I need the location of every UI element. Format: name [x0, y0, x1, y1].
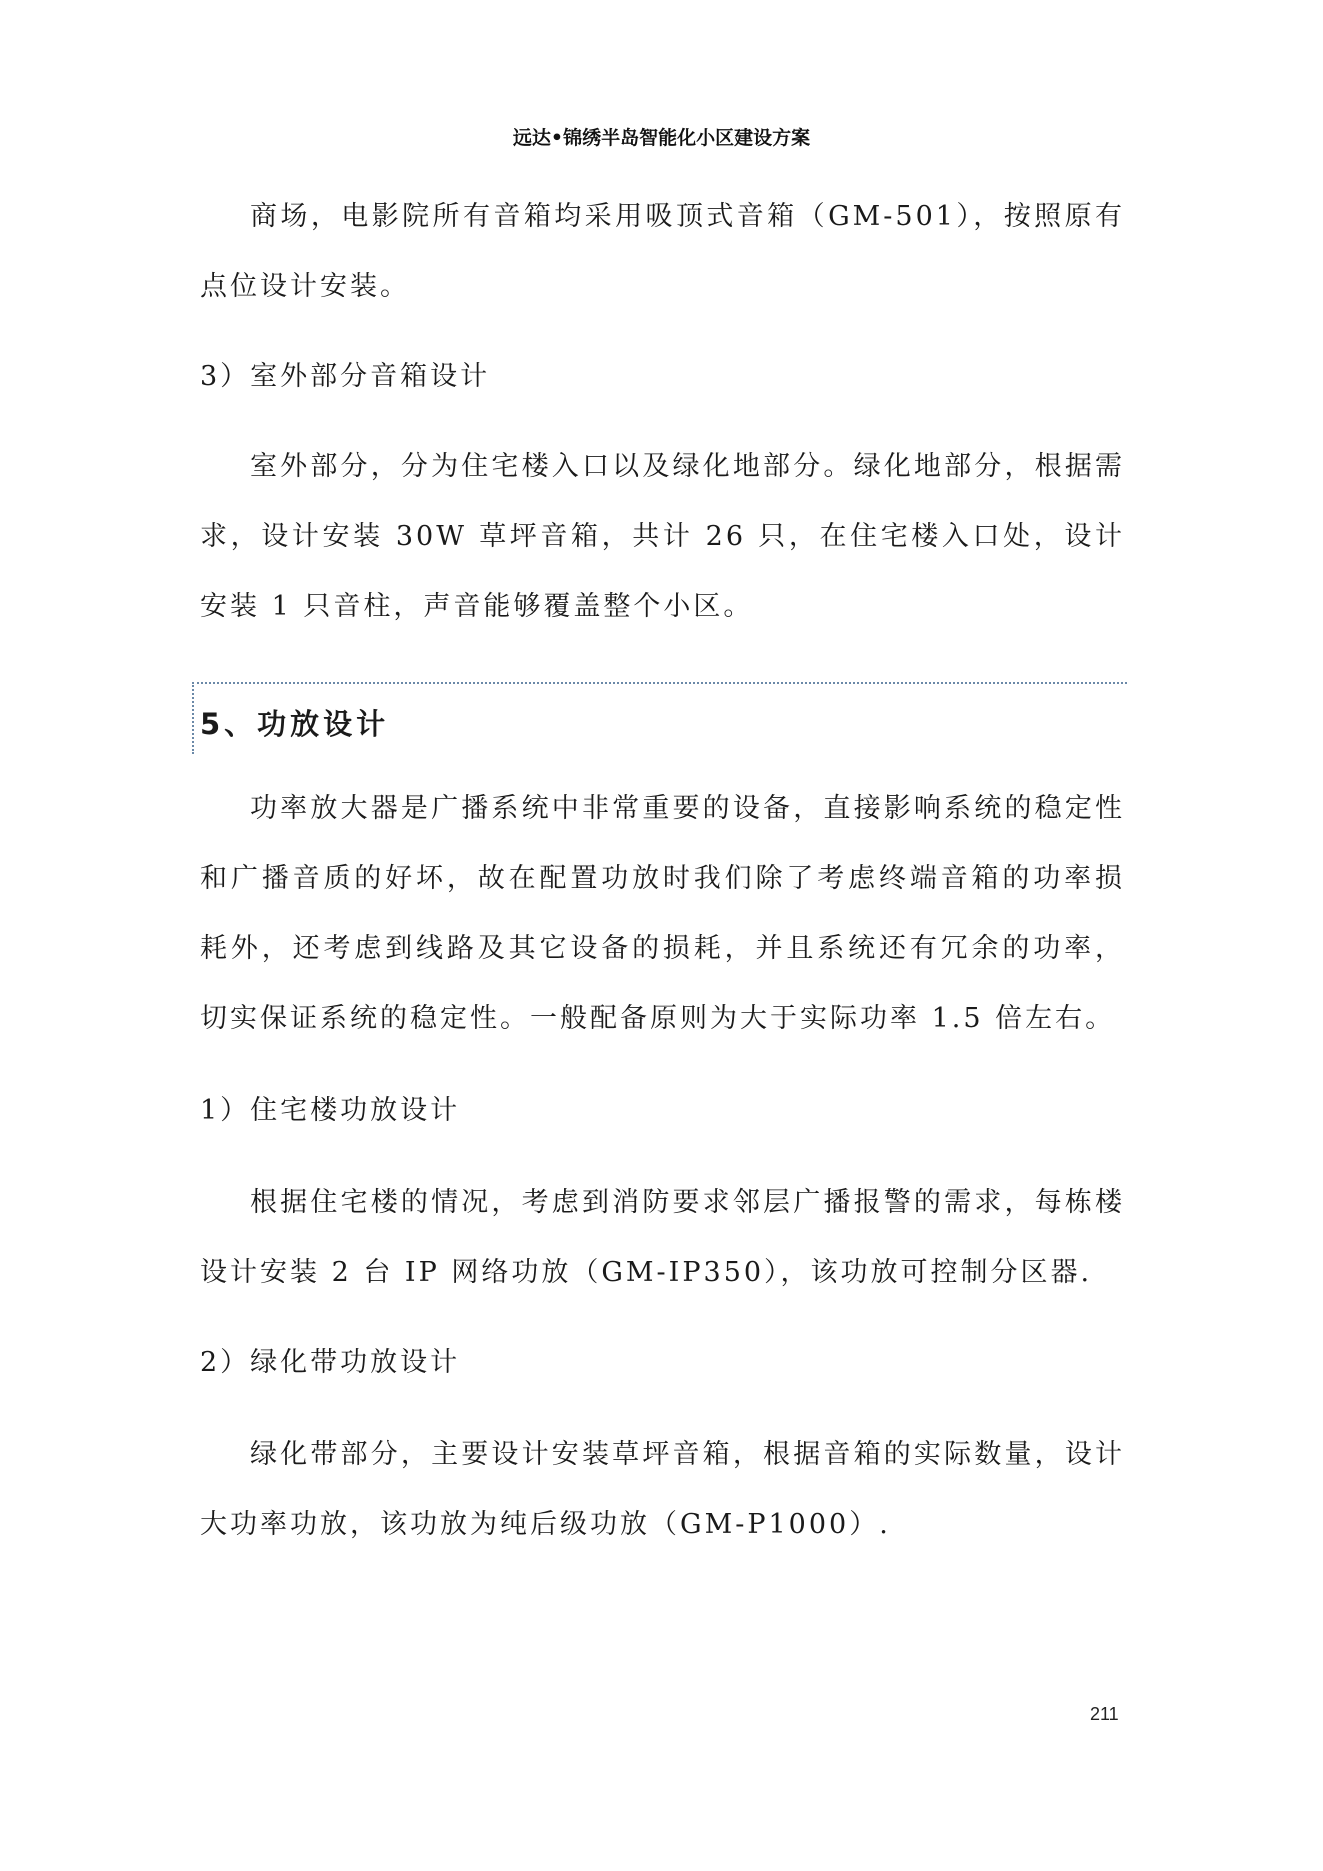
section-heading-block: [200, 682, 1125, 754]
subheading-residential-amplifier: 1）住宅楼功放设计: [200, 1095, 461, 1126]
section-left-divider: [192, 682, 194, 754]
page-header: 远达•锦绣半岛智能化小区建设方案: [512, 127, 811, 149]
paragraph-green-belt-amplifier: 绿化带部分，主要设计安装草坪音箱，根据音箱的实际数量，设计大功率功放，该功放为纯后级功放（GM-P1000）.: [200, 1439, 1125, 1540]
section-title: 5、功放设计: [200, 707, 390, 741]
paragraph-outdoor-speakers: 室外部分，分为住宅楼入口以及绿化地部分。绿化地部分，根据需求，设计安装 30W 草坪音箱，共计 26 只，在住宅楼入口处，设计安装 1 只音柱，声音能够覆盖整个小区。: [200, 451, 1125, 622]
subheading-green-belt-amplifier: 2）绿化带功放设计: [200, 1347, 461, 1378]
page-number: 211: [1090, 1704, 1119, 1724]
paragraph-amplifier-intro: 功率放大器是广播系统中非常重要的设备，直接影响系统的稳定性和广播音质的好坏，故在配置功放时我们除了考虑终端音箱的功率损耗外，还考虑到线路及其它设备的损耗，并且系统还有冗余的功率，切实保证系统的稳定性。一般配备原则为大于实际功率 1.5 倍左右。: [200, 793, 1125, 1034]
section-top-divider: [192, 682, 1127, 684]
paragraph-indoor-speakers: 商场，电影院所有音箱均采用吸顶式音箱（GM-501），按照原有点位设计安装。: [200, 201, 1125, 302]
paragraph-residential-amplifier: 根据住宅楼的情况，考虑到消防要求邻层广播报警的需求，每栋楼设计安装 2 台 IP 网络功放（GM-IP350），该功放可控制分区器.: [200, 1187, 1125, 1288]
document-body: [200, 182, 1125, 1560]
subheading-outdoor-speakers: 3）室外部分音箱设计: [200, 361, 491, 392]
